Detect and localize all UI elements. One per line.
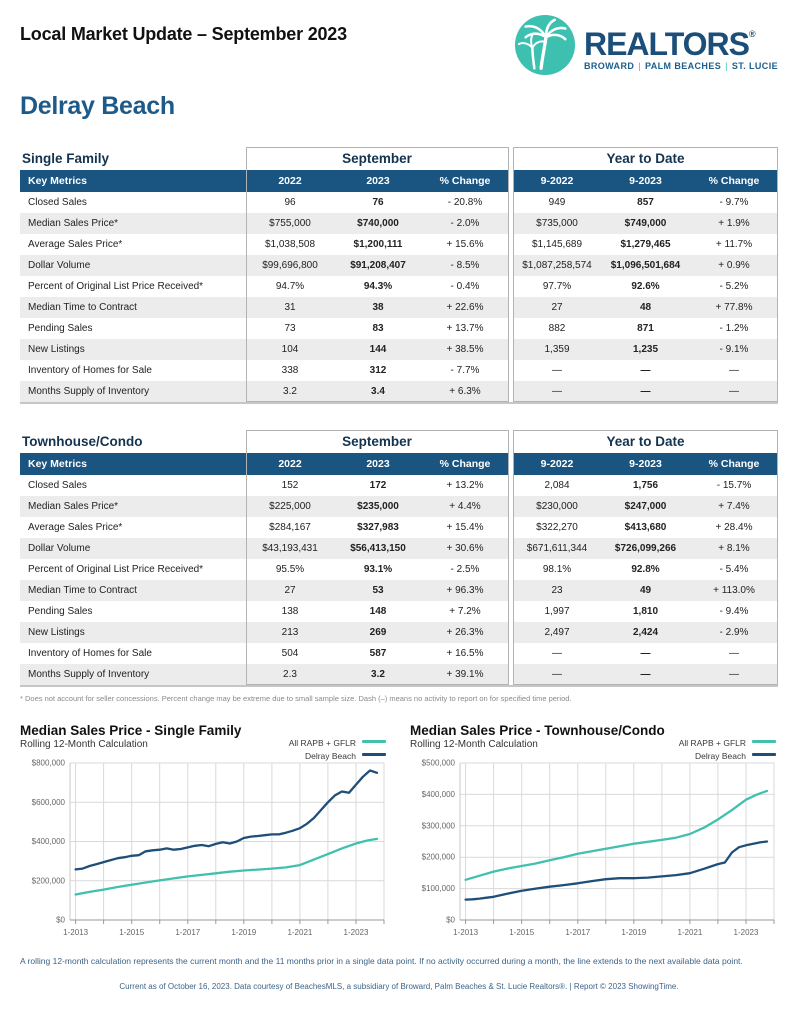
metric-value: 2,084 — [544, 480, 570, 491]
column-header: 2023 — [334, 170, 422, 192]
svg-text:1-2023: 1-2023 — [343, 928, 369, 937]
svg-text:$200,000: $200,000 — [31, 876, 65, 886]
svg-text:$100,000: $100,000 — [421, 884, 455, 894]
metric-value: 94.3% — [363, 281, 393, 292]
metric-value: 31 — [246, 297, 334, 318]
metric-value: $56,413,150 — [334, 538, 422, 559]
column-header: 2022 — [246, 453, 334, 475]
metric-value: - 9.1% — [690, 339, 778, 360]
realtors-logo — [514, 14, 778, 76]
metric-value: 1,235 — [601, 339, 690, 360]
metric-value: + 15.6% — [446, 239, 484, 250]
svg-text:$500,000: $500,000 — [421, 758, 455, 768]
metric-value: 882 — [548, 323, 566, 334]
svg-text:1-2019: 1-2019 — [621, 928, 647, 937]
table-row — [20, 517, 778, 538]
metric-value: $740,000 — [334, 213, 422, 234]
table-row — [20, 213, 778, 234]
svg-text:1-2015: 1-2015 — [509, 928, 535, 937]
table-row — [20, 538, 778, 559]
column-header: % Change — [690, 170, 778, 192]
metric-value: 148 — [369, 606, 387, 617]
metric-value: — — [513, 664, 601, 685]
metric-value: 2,424 — [601, 622, 690, 643]
metric-value: 504 — [281, 648, 299, 659]
metric-value: 2,497 — [513, 622, 601, 643]
legend-line-swatch — [752, 740, 776, 743]
metric-value: 312 — [369, 365, 387, 376]
metric-label: Average Sales Price* — [28, 239, 123, 250]
metric-value: + 8.1% — [690, 538, 778, 559]
metric-value: — — [690, 664, 778, 685]
metric-value: - 2.0% — [422, 213, 508, 234]
table-row — [20, 496, 778, 517]
table-row — [20, 318, 778, 339]
metric-value: $735,000 — [513, 213, 601, 234]
metric-label: Pending Sales — [28, 606, 93, 617]
metric-value: 871 — [637, 323, 654, 334]
metric-value: + 15.4% — [446, 522, 484, 533]
metric-value: 587 — [369, 648, 387, 659]
svg-text:$600,000: $600,000 — [31, 797, 65, 807]
metric-label: Percent of Original List Price Received* — [28, 564, 204, 575]
metric-value: - 2.5% — [450, 564, 480, 575]
column-header: 9-2022 — [513, 170, 601, 192]
metric-label: Median Time to Contract — [20, 580, 246, 601]
metric-value: 1,997 — [544, 606, 570, 617]
chart-legend — [289, 736, 386, 762]
metric-value: $671,611,344 — [513, 538, 601, 559]
metric-value: 49 — [601, 580, 690, 601]
group-header-year-to-date: Year to Date — [606, 434, 685, 449]
metric-value: 138 — [281, 606, 299, 617]
metric-value: — — [513, 381, 601, 402]
metric-value: - 20.8% — [447, 197, 483, 208]
table-header-row — [20, 453, 778, 475]
metric-value: $726,099,266 — [601, 538, 690, 559]
legend-line-swatch — [752, 753, 776, 756]
logo-tagline: BROWARD | PALM BEACHES | ST. LUCIE — [583, 61, 778, 71]
metric-value: — — [729, 648, 739, 659]
metric-value: $1,096,501,684 — [601, 255, 690, 276]
metric-value: 1,810 — [632, 606, 659, 617]
metric-value: 3.2 — [246, 381, 334, 402]
metric-value: - 7.7% — [450, 365, 480, 376]
metric-value: - 8.5% — [422, 255, 508, 276]
metric-value: + 7.2% — [449, 606, 481, 617]
metric-value: 172 — [369, 480, 387, 491]
metric-value: + 39.1% — [422, 664, 508, 685]
report-header — [20, 14, 778, 82]
townhouse-condo-table — [20, 430, 778, 687]
table-row — [20, 192, 778, 213]
page-title: Local Market Update – September 2023 — [20, 24, 347, 44]
legend-label: All RAPB + GFLR — [288, 738, 356, 748]
legend-line-swatch — [362, 740, 386, 743]
metric-value: + 1.9% — [690, 213, 778, 234]
metric-value: 92.8% — [631, 564, 660, 575]
metric-value: $1,038,508 — [264, 239, 316, 250]
metric-value: $43,193,431 — [246, 538, 334, 559]
metric-label: Closed Sales — [28, 480, 87, 491]
table-title: Townhouse/Condo — [22, 434, 143, 449]
svg-text:1-2013: 1-2013 — [63, 928, 89, 937]
metric-value: $284,167 — [269, 522, 311, 533]
metric-value: 38 — [334, 297, 422, 318]
metric-value: 83 — [372, 323, 384, 334]
metric-value: $749,000 — [601, 213, 690, 234]
metric-value: $235,000 — [334, 496, 422, 517]
chart-subtitle: Rolling 12-Month Calculation — [20, 739, 148, 750]
metric-value: + 26.3% — [422, 622, 508, 643]
metric-value: $413,680 — [624, 522, 667, 533]
metric-value: $327,983 — [357, 522, 399, 533]
metric-value: + 16.5% — [446, 648, 484, 659]
svg-text:$400,000: $400,000 — [421, 789, 455, 799]
rolling-note: A rolling 12-month calculation represents the current month and the 11 months prior in a single data point. If no activity occurred during a month, the line extends to the next available data point. — [20, 956, 743, 966]
metric-value: + 96.3% — [422, 580, 508, 601]
metric-label: Dollar Volume — [20, 255, 246, 276]
svg-text:1-2017: 1-2017 — [565, 928, 591, 937]
table-row — [20, 234, 778, 255]
metric-label: Median Time to Contract — [20, 297, 246, 318]
column-header: 9-2023 — [601, 170, 690, 192]
metric-value: 3.4 — [334, 381, 422, 402]
metric-value: 338 — [281, 365, 299, 376]
metric-value: + 30.6% — [422, 538, 508, 559]
legend-label: All RAPB + GFLR — [678, 738, 746, 748]
group-header-year-to-date: Year to Date — [606, 151, 685, 166]
metric-value: 76 — [372, 197, 384, 208]
metric-value: $247,000 — [601, 496, 690, 517]
column-header: 9-2022 — [513, 453, 601, 475]
charts-row — [20, 723, 778, 948]
metric-label: Months Supply of Inventory — [20, 381, 246, 402]
metric-label: Inventory of Homes for Sale — [28, 365, 152, 376]
table-row — [20, 339, 778, 360]
metric-value: 94.7% — [275, 281, 305, 292]
metric-label: Pending Sales — [28, 323, 93, 334]
column-header: % Change — [422, 453, 508, 475]
metric-value: - 5.2% — [719, 281, 749, 292]
metric-value: + 77.8% — [690, 297, 778, 318]
metric-value: + 38.5% — [422, 339, 508, 360]
metric-value: 48 — [601, 297, 690, 318]
table-row — [20, 622, 778, 643]
metric-value: — — [552, 648, 562, 659]
svg-text:$0: $0 — [446, 915, 455, 925]
table-title: Single Family — [22, 151, 110, 166]
metric-value: $755,000 — [246, 213, 334, 234]
metric-value: $230,000 — [513, 496, 601, 517]
metric-value: 2.3 — [246, 664, 334, 685]
metric-value: 857 — [637, 197, 654, 208]
chart-subtitle: Rolling 12-Month Calculation — [410, 739, 538, 750]
chart-title: Median Sales Price - Townhouse/Condo — [410, 723, 665, 738]
metric-value: 95.5% — [275, 564, 305, 575]
metric-label: Median Sales Price* — [20, 496, 246, 517]
metric-value: — — [640, 365, 651, 376]
metric-value: 92.6% — [631, 281, 660, 292]
metric-value: 152 — [281, 480, 299, 491]
column-header: 2022 — [246, 170, 334, 192]
metric-label: Inventory of Homes for Sale — [28, 648, 152, 659]
table-row — [20, 643, 778, 664]
group-header-september: September — [342, 151, 412, 166]
column-header: Key Metrics — [20, 453, 246, 475]
table-row — [20, 360, 778, 381]
metric-value: — — [601, 381, 690, 402]
column-header: 9-2023 — [601, 453, 690, 475]
metric-value: + 6.3% — [422, 381, 508, 402]
table-row — [20, 601, 778, 622]
metric-label: Closed Sales — [28, 197, 87, 208]
line-chart-townhouse-condo — [410, 756, 778, 948]
metric-label: Average Sales Price* — [28, 522, 123, 533]
location-title: Delray Beach — [20, 92, 175, 120]
metric-label: New Listings — [20, 622, 246, 643]
metric-value: $1,279,465 — [620, 239, 671, 250]
table-row — [20, 664, 778, 685]
table-row — [20, 475, 778, 496]
metric-value: 73 — [284, 323, 296, 334]
logo-brand: REALTORS® — [583, 26, 756, 62]
metric-value: $225,000 — [246, 496, 334, 517]
metric-value: — — [729, 365, 739, 376]
column-header: 2023 — [334, 453, 422, 475]
metric-value: $1,087,258,574 — [513, 255, 601, 276]
table-footnote: * Does not account for seller concessions. Percent change may be extreme due to small sample size. Dash (–) means no activity to report on for specified time period. — [20, 694, 572, 703]
svg-text:1-2021: 1-2021 — [287, 928, 313, 937]
svg-text:1-2015: 1-2015 — [119, 928, 145, 937]
metric-value: + 13.2% — [446, 480, 484, 491]
metric-value: - 0.4% — [450, 281, 480, 292]
svg-text:$200,000: $200,000 — [421, 852, 455, 862]
metric-label: New Listings — [20, 339, 246, 360]
metric-value: — — [552, 365, 562, 376]
metric-value: 23 — [513, 580, 601, 601]
table-row — [20, 559, 778, 580]
single-family-table — [20, 147, 778, 404]
legend-label: Delray Beach — [304, 751, 356, 761]
metric-value: + 28.4% — [715, 522, 753, 533]
chart-title: Median Sales Price - Single Family — [20, 723, 242, 738]
column-header: Key Metrics — [20, 170, 246, 192]
svg-text:$800,000: $800,000 — [31, 758, 65, 768]
metric-label: Percent of Original List Price Received* — [28, 281, 204, 292]
column-header: % Change — [690, 453, 778, 475]
metric-value: $91,208,407 — [334, 255, 422, 276]
metric-value: + 4.4% — [422, 496, 508, 517]
metric-value: $1,145,689 — [531, 239, 583, 250]
table-header-row — [20, 170, 778, 192]
svg-text:1-2023: 1-2023 — [733, 928, 759, 937]
metric-value: - 15.7% — [716, 480, 752, 491]
chart-townhouse-condo — [410, 723, 778, 948]
metric-label: Months Supply of Inventory — [20, 664, 246, 685]
metric-value: - 9.7% — [719, 197, 749, 208]
metric-value: 949 — [548, 197, 566, 208]
svg-text:$300,000: $300,000 — [421, 821, 455, 831]
metric-value: 1,756 — [632, 480, 659, 491]
metric-value: 144 — [334, 339, 422, 360]
group-header-september: September — [342, 434, 412, 449]
metric-value: - 1.2% — [719, 323, 749, 334]
chart-legend — [679, 736, 776, 762]
table-row — [20, 276, 778, 297]
svg-text:1-2013: 1-2013 — [453, 928, 479, 937]
credit-line: Current as of October 16, 2023. Data courtesy of BeachesMLS, a subsidiary of Broward, Palm Beaches & St. Lucie Realtors®. | Report © 2023 ShowingTime. — [119, 982, 679, 991]
table-group-header-row — [20, 147, 778, 170]
metric-value: 27 — [513, 297, 601, 318]
metric-value: 93.1% — [363, 564, 393, 575]
metric-value: $99,696,800 — [246, 255, 334, 276]
legend-label: Delray Beach — [694, 751, 746, 761]
metric-value: 97.7% — [542, 281, 572, 292]
metric-value: 96 — [284, 197, 296, 208]
metric-label: Dollar Volume — [20, 538, 246, 559]
palm-tree-icon — [514, 14, 576, 76]
svg-text:1-2017: 1-2017 — [175, 928, 201, 937]
table-row — [20, 255, 778, 276]
metric-value: 269 — [334, 622, 422, 643]
metric-value: 104 — [246, 339, 334, 360]
metric-value: — — [690, 381, 778, 402]
metric-value: 27 — [246, 580, 334, 601]
metric-value: + 22.6% — [422, 297, 508, 318]
metric-value: 1,359 — [513, 339, 601, 360]
metric-value: + 0.9% — [690, 255, 778, 276]
metric-value: $1,200,111 — [353, 239, 403, 250]
metric-value: 98.1% — [542, 564, 572, 575]
svg-text:$0: $0 — [56, 915, 65, 925]
metric-value: - 5.4% — [719, 564, 749, 575]
metric-value: 213 — [246, 622, 334, 643]
metric-value: + 13.7% — [446, 323, 484, 334]
table-group-header-row — [20, 430, 778, 453]
metric-label: Median Sales Price* — [20, 213, 246, 234]
metric-value: - 9.4% — [719, 606, 749, 617]
line-chart-single-family — [20, 756, 388, 948]
svg-text:1-2019: 1-2019 — [231, 928, 257, 937]
column-header: % Change — [422, 170, 508, 192]
logo-text — [584, 19, 778, 71]
metric-value: + 113.0% — [690, 580, 778, 601]
metric-value: $322,270 — [536, 522, 578, 533]
metric-value: - 2.9% — [690, 622, 778, 643]
svg-text:$400,000: $400,000 — [31, 837, 65, 846]
metric-value: — — [601, 664, 690, 685]
table-row — [20, 580, 778, 601]
metric-value: + 11.7% — [715, 239, 753, 250]
metric-value: 53 — [334, 580, 422, 601]
chart-single-family — [20, 723, 388, 948]
legend-line-swatch — [362, 753, 386, 756]
metric-value: + 7.4% — [690, 496, 778, 517]
svg-text:1-2021: 1-2021 — [677, 928, 703, 937]
metric-value: — — [640, 648, 651, 659]
metric-value: 3.2 — [334, 664, 422, 685]
table-row — [20, 381, 778, 402]
table-row — [20, 297, 778, 318]
